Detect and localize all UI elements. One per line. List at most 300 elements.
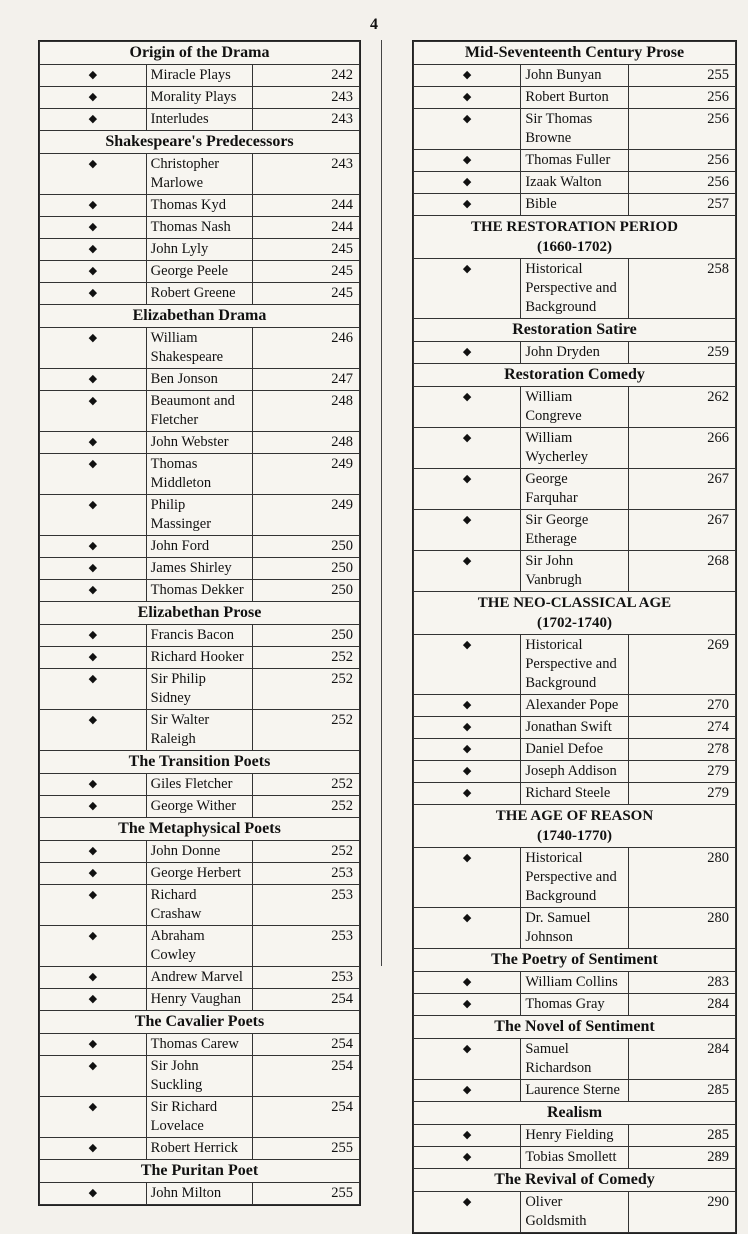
toc-entry-title bbox=[521, 717, 628, 739]
toc-entry-row bbox=[40, 647, 360, 669]
toc-entry-page-number: 278 bbox=[628, 739, 735, 761]
section-heading bbox=[414, 42, 736, 65]
diamond-bullet-icon: ◆ bbox=[414, 1039, 521, 1080]
toc-entry-row bbox=[40, 558, 360, 580]
diamond-bullet-icon: ◆ bbox=[414, 739, 521, 761]
toc-entry-row bbox=[414, 994, 736, 1016]
toc-entry-title bbox=[521, 469, 628, 510]
section-heading-text: The Puritan Poet bbox=[140, 1162, 259, 1179]
toc-entry-title bbox=[521, 387, 628, 428]
column-divider bbox=[381, 40, 382, 966]
toc-entry-title-text: George Herbert bbox=[150, 865, 241, 881]
diamond-bullet-icon: ◆ bbox=[414, 150, 521, 172]
section-heading-row bbox=[414, 364, 736, 387]
toc-entry-title-text: Sir Philip Sidney bbox=[150, 671, 206, 706]
diamond-bullet-icon: ◆ bbox=[414, 783, 521, 805]
toc-entry-page-number: 248 bbox=[253, 391, 360, 432]
toc-entry-page-number: 249 bbox=[253, 495, 360, 536]
diamond-bullet-icon: ◆ bbox=[40, 669, 147, 710]
section-heading-text: The Novel of Sentiment bbox=[494, 1018, 655, 1035]
toc-entry-page-number: 254 bbox=[253, 1034, 360, 1056]
toc-entry-page-number: 244 bbox=[253, 195, 360, 217]
toc-entry-page-number: 289 bbox=[628, 1147, 735, 1169]
diamond-bullet-icon: ◆ bbox=[414, 172, 521, 194]
diamond-bullet-icon: ◆ bbox=[40, 391, 147, 432]
toc-entry-page-number: 266 bbox=[628, 428, 735, 469]
diamond-bullet-icon: ◆ bbox=[414, 761, 521, 783]
toc-entry-page-number: 268 bbox=[628, 551, 735, 592]
toc-entry-title-text: Morality Plays bbox=[150, 89, 237, 105]
toc-entry-title bbox=[521, 172, 628, 194]
right-table-body bbox=[414, 42, 736, 1233]
toc-entry-title bbox=[521, 761, 628, 783]
section-heading-text: Origin of the Drama bbox=[129, 44, 270, 61]
section-heading bbox=[414, 1102, 736, 1125]
toc-entry-row bbox=[40, 328, 360, 369]
toc-entry-title bbox=[146, 195, 253, 217]
toc-entry-title bbox=[146, 863, 253, 885]
toc-entry-title-text-line2: Background bbox=[525, 675, 597, 691]
diamond-bullet-icon: ◆ bbox=[414, 87, 521, 109]
diamond-bullet-icon: ◆ bbox=[40, 885, 147, 926]
toc-entry-page-number: 270 bbox=[628, 695, 735, 717]
toc-entry-row bbox=[40, 432, 360, 454]
right-column-table bbox=[412, 40, 737, 1234]
toc-entry-title bbox=[521, 635, 628, 695]
toc-entry-page-number: 252 bbox=[253, 841, 360, 863]
toc-entry-title-text: John Milton bbox=[150, 1185, 222, 1201]
diamond-bullet-icon: ◆ bbox=[40, 1056, 147, 1097]
toc-entry-title-text: Sir George Etherage bbox=[525, 512, 589, 547]
toc-entry-row bbox=[40, 841, 360, 863]
toc-entry-row bbox=[414, 194, 736, 216]
page-number: 4 bbox=[370, 16, 378, 33]
diamond-bullet-icon: ◆ bbox=[40, 65, 147, 87]
toc-entry-title-text: James Shirley bbox=[150, 560, 232, 576]
toc-entry-row bbox=[40, 1034, 360, 1056]
toc-entry-row bbox=[40, 1056, 360, 1097]
section-heading bbox=[40, 602, 360, 625]
toc-entry-row bbox=[414, 1147, 736, 1169]
toc-entry-row bbox=[40, 580, 360, 602]
toc-entry-title bbox=[521, 1147, 628, 1169]
toc-entry-title-text: Sir Thomas Browne bbox=[525, 111, 593, 146]
section-heading-row bbox=[414, 1169, 736, 1192]
toc-entry-title bbox=[521, 848, 628, 908]
toc-entry-page-number: 280 bbox=[628, 848, 735, 908]
toc-entry-page-number: 256 bbox=[628, 87, 735, 109]
section-heading bbox=[40, 42, 360, 65]
toc-entry-page-number: 256 bbox=[628, 150, 735, 172]
diamond-bullet-icon: ◆ bbox=[414, 65, 521, 87]
diamond-bullet-icon: ◆ bbox=[414, 387, 521, 428]
diamond-bullet-icon: ◆ bbox=[414, 695, 521, 717]
toc-entry-title-text: William Collins bbox=[525, 974, 618, 990]
toc-entry-title-text: Richard Crashaw bbox=[150, 887, 202, 922]
toc-entry-title bbox=[146, 1138, 253, 1160]
toc-entry-row bbox=[414, 109, 736, 150]
toc-entry-page-number: 252 bbox=[253, 669, 360, 710]
toc-entry-title-text: William Wycherley bbox=[525, 430, 589, 465]
toc-entry-row bbox=[40, 454, 360, 495]
toc-entry-title bbox=[146, 1056, 253, 1097]
diamond-bullet-icon: ◆ bbox=[40, 625, 147, 647]
toc-entry-page-number: 244 bbox=[253, 217, 360, 239]
section-heading-row bbox=[414, 42, 736, 65]
toc-entry-row bbox=[40, 1097, 360, 1138]
toc-entry-page-number: 254 bbox=[253, 1056, 360, 1097]
toc-entry-page-number: 269 bbox=[628, 635, 735, 695]
section-heading-text: The Transition Poets bbox=[128, 753, 271, 770]
diamond-bullet-icon: ◆ bbox=[40, 796, 147, 818]
toc-entry-title-text: Ben Jonson bbox=[150, 371, 218, 387]
toc-entry-page-number: 250 bbox=[253, 536, 360, 558]
toc-entry-title bbox=[146, 261, 253, 283]
diamond-bullet-icon: ◆ bbox=[414, 717, 521, 739]
section-heading-dates: (1702-1740) bbox=[537, 615, 612, 631]
section-heading bbox=[414, 364, 736, 387]
toc-entry-page-number: 250 bbox=[253, 625, 360, 647]
diamond-bullet-icon: ◆ bbox=[40, 1138, 147, 1160]
toc-entry-title bbox=[146, 558, 253, 580]
toc-entry-title bbox=[521, 342, 628, 364]
diamond-bullet-icon: ◆ bbox=[414, 994, 521, 1016]
diamond-bullet-icon: ◆ bbox=[40, 647, 147, 669]
toc-entry-title bbox=[146, 391, 253, 432]
section-heading-row bbox=[414, 1016, 736, 1039]
toc-entry-title bbox=[521, 150, 628, 172]
toc-entry-title-text: Thomas Dekker bbox=[150, 582, 244, 598]
toc-entry-page-number: 279 bbox=[628, 761, 735, 783]
toc-entry-title bbox=[146, 495, 253, 536]
toc-entry-page-number: 252 bbox=[253, 647, 360, 669]
toc-entry-row bbox=[40, 195, 360, 217]
toc-entry-title-text: Thomas Carew bbox=[150, 1036, 239, 1052]
toc-entry-row bbox=[40, 926, 360, 967]
section-heading-dates: (1740-1770) bbox=[537, 828, 612, 844]
toc-entry-title bbox=[146, 580, 253, 602]
section-heading-row bbox=[414, 216, 736, 259]
toc-entry-title-text: John Webster bbox=[150, 434, 229, 450]
toc-entry-title bbox=[521, 87, 628, 109]
toc-entry-page-number: 254 bbox=[253, 989, 360, 1011]
toc-entry-title-text: Philip Massinger bbox=[150, 497, 212, 532]
diamond-bullet-icon: ◆ bbox=[414, 510, 521, 551]
diamond-bullet-icon: ◆ bbox=[40, 495, 147, 536]
toc-entry-title bbox=[521, 1039, 628, 1080]
section-heading bbox=[40, 131, 360, 154]
diamond-bullet-icon: ◆ bbox=[40, 454, 147, 495]
section-heading-text: THE RESTORATION PERIOD bbox=[471, 219, 678, 235]
section-heading-text: The Poetry of Sentiment bbox=[491, 951, 658, 968]
toc-entry-title-text: Historical Perspective and bbox=[525, 261, 617, 296]
toc-entry-title bbox=[521, 65, 628, 87]
left-column-table bbox=[38, 40, 361, 1206]
toc-entry-title bbox=[521, 1080, 628, 1102]
toc-entry-title bbox=[521, 109, 628, 150]
toc-entry-title bbox=[521, 908, 628, 949]
toc-entry-row bbox=[414, 259, 736, 319]
toc-entry-title bbox=[146, 774, 253, 796]
diamond-bullet-icon: ◆ bbox=[40, 109, 147, 131]
toc-entry-row bbox=[414, 1192, 736, 1233]
toc-entry-row bbox=[40, 217, 360, 239]
section-heading bbox=[40, 751, 360, 774]
diamond-bullet-icon: ◆ bbox=[40, 863, 147, 885]
diamond-bullet-icon: ◆ bbox=[414, 551, 521, 592]
toc-entry-page-number: 262 bbox=[628, 387, 735, 428]
toc-entry-title bbox=[521, 783, 628, 805]
toc-entry-page-number: 242 bbox=[253, 65, 360, 87]
toc-entry-page-number: 253 bbox=[253, 967, 360, 989]
toc-entry-title-text: Samuel Richardson bbox=[525, 1041, 592, 1076]
toc-entry-page-number: 290 bbox=[628, 1192, 735, 1233]
toc-entry-row bbox=[40, 495, 360, 536]
section-heading bbox=[414, 1016, 736, 1039]
toc-entry-title-text: John Bunyan bbox=[525, 67, 602, 83]
diamond-bullet-icon: ◆ bbox=[414, 635, 521, 695]
toc-entry-page-number: 285 bbox=[628, 1080, 735, 1102]
diamond-bullet-icon: ◆ bbox=[40, 926, 147, 967]
toc-entry-row bbox=[40, 283, 360, 305]
toc-entry-page-number: 243 bbox=[253, 87, 360, 109]
toc-entry-row bbox=[414, 342, 736, 364]
toc-entry-title-text: Giles Fletcher bbox=[150, 776, 233, 792]
toc-entry-title-text: George Wither bbox=[150, 798, 237, 814]
toc-entry-row bbox=[414, 65, 736, 87]
toc-entry-page-number: 254 bbox=[253, 1097, 360, 1138]
diamond-bullet-icon: ◆ bbox=[414, 1192, 521, 1233]
toc-entry-title bbox=[521, 1192, 628, 1233]
diamond-bullet-icon: ◆ bbox=[414, 469, 521, 510]
toc-entry-row bbox=[414, 972, 736, 994]
diamond-bullet-icon: ◆ bbox=[40, 1183, 147, 1205]
toc-entry-title-text: Interludes bbox=[150, 111, 209, 127]
toc-entry-page-number: 252 bbox=[253, 774, 360, 796]
section-heading-text: Elizabethan Prose bbox=[137, 604, 262, 621]
toc-entry-page-number: 250 bbox=[253, 558, 360, 580]
section-heading-text: The Cavalier Poets bbox=[134, 1013, 265, 1030]
toc-entry-row bbox=[414, 695, 736, 717]
toc-entry-title-text: Robert Greene bbox=[150, 285, 236, 301]
toc-entry-title bbox=[146, 239, 253, 261]
diamond-bullet-icon: ◆ bbox=[40, 580, 147, 602]
toc-entry-row bbox=[40, 1138, 360, 1160]
toc-entry-title bbox=[521, 428, 628, 469]
diamond-bullet-icon: ◆ bbox=[414, 109, 521, 150]
section-heading-row bbox=[414, 949, 736, 972]
toc-entry-page-number: 243 bbox=[253, 154, 360, 195]
toc-entry-title bbox=[146, 885, 253, 926]
section-heading-row bbox=[40, 602, 360, 625]
diamond-bullet-icon: ◆ bbox=[414, 908, 521, 949]
toc-entry-title bbox=[146, 841, 253, 863]
toc-entry-page-number: 284 bbox=[628, 1039, 735, 1080]
toc-entry-title-text: John Ford bbox=[150, 538, 210, 554]
toc-entry-title-text: Miracle Plays bbox=[150, 67, 231, 83]
toc-entry-title-text: Tobias Smollett bbox=[525, 1149, 617, 1165]
toc-entry-row bbox=[414, 1039, 736, 1080]
toc-entry-title-text: Oliver Goldsmith bbox=[525, 1194, 587, 1229]
diamond-bullet-icon: ◆ bbox=[40, 967, 147, 989]
toc-entry-title bbox=[521, 194, 628, 216]
toc-entry-row bbox=[414, 739, 736, 761]
toc-entry-title bbox=[521, 994, 628, 1016]
toc-entry-page-number: 243 bbox=[253, 109, 360, 131]
toc-entry-title-text: William Congreve bbox=[525, 389, 582, 424]
toc-entry-title bbox=[146, 217, 253, 239]
diamond-bullet-icon: ◆ bbox=[40, 328, 147, 369]
toc-entry-row bbox=[40, 391, 360, 432]
toc-entry-title bbox=[521, 510, 628, 551]
toc-entry-title bbox=[146, 647, 253, 669]
section-heading-text: Elizabethan Drama bbox=[132, 307, 267, 324]
diamond-bullet-icon: ◆ bbox=[40, 87, 147, 109]
toc-entry-title bbox=[146, 87, 253, 109]
toc-entry-row bbox=[414, 510, 736, 551]
toc-entry-title bbox=[146, 796, 253, 818]
toc-entry-row bbox=[414, 761, 736, 783]
diamond-bullet-icon: ◆ bbox=[414, 972, 521, 994]
toc-entry-title bbox=[146, 283, 253, 305]
toc-entry-page-number: 274 bbox=[628, 717, 735, 739]
toc-entry-row bbox=[40, 87, 360, 109]
toc-entry-page-number: 267 bbox=[628, 510, 735, 551]
section-heading bbox=[414, 1169, 736, 1192]
toc-entry-title-text: Alexander Pope bbox=[525, 697, 619, 713]
diamond-bullet-icon: ◆ bbox=[40, 217, 147, 239]
toc-entry-page-number: 245 bbox=[253, 283, 360, 305]
section-heading bbox=[414, 216, 736, 259]
section-heading-text: THE NEO-CLASSICAL AGE bbox=[477, 595, 672, 611]
section-heading bbox=[414, 592, 736, 635]
toc-entry-title-text: Sir Richard Lovelace bbox=[150, 1099, 218, 1134]
toc-entry-title-text: Historical Perspective and bbox=[525, 637, 617, 672]
toc-entry-page-number: 246 bbox=[253, 328, 360, 369]
toc-entry-title-text: Historical Perspective and bbox=[525, 850, 617, 885]
toc-entry-row bbox=[414, 469, 736, 510]
toc-entry-title-text: Andrew Marvel bbox=[150, 969, 243, 985]
toc-entry-title-text: Christopher Marlowe bbox=[150, 156, 220, 191]
toc-entry-title-text: Sir Walter Raleigh bbox=[150, 712, 210, 747]
toc-entry-title-text: Thomas Nash bbox=[150, 219, 231, 235]
diamond-bullet-icon: ◆ bbox=[414, 194, 521, 216]
toc-entry-page-number: 249 bbox=[253, 454, 360, 495]
toc-entry-title-text: Beaumont and Fletcher bbox=[150, 393, 235, 428]
toc-entry-title bbox=[146, 65, 253, 87]
diamond-bullet-icon: ◆ bbox=[40, 710, 147, 751]
toc-entry-title bbox=[146, 536, 253, 558]
section-heading-text: The Revival of Comedy bbox=[494, 1171, 655, 1188]
toc-entry-title-text: Robert Burton bbox=[525, 89, 609, 105]
toc-entry-row bbox=[414, 848, 736, 908]
toc-entry-row bbox=[414, 717, 736, 739]
toc-entry-row bbox=[40, 536, 360, 558]
toc-entry-row bbox=[40, 154, 360, 195]
toc-entry-row bbox=[40, 863, 360, 885]
toc-entry-title bbox=[146, 625, 253, 647]
toc-entry-title-text: George Farquhar bbox=[525, 471, 578, 506]
toc-entry-row bbox=[40, 65, 360, 87]
section-heading bbox=[414, 319, 736, 342]
toc-entry-page-number: 284 bbox=[628, 994, 735, 1016]
diamond-bullet-icon: ◆ bbox=[414, 848, 521, 908]
diamond-bullet-icon: ◆ bbox=[40, 1097, 147, 1138]
toc-entry-title-text: Abraham Cowley bbox=[150, 928, 205, 963]
toc-entry-row bbox=[414, 551, 736, 592]
toc-entry-row bbox=[414, 172, 736, 194]
toc-entry-page-number: 259 bbox=[628, 342, 735, 364]
section-heading bbox=[414, 805, 736, 848]
toc-entry-title bbox=[521, 739, 628, 761]
toc-entry-title-text: Izaak Walton bbox=[525, 174, 602, 190]
toc-entry-page-number: 247 bbox=[253, 369, 360, 391]
toc-entry-title bbox=[146, 369, 253, 391]
toc-entry-title-text: John Donne bbox=[150, 843, 221, 859]
toc-entry-title-text: Jonathan Swift bbox=[525, 719, 612, 735]
toc-entry-title-text: Thomas Kyd bbox=[150, 197, 226, 213]
diamond-bullet-icon: ◆ bbox=[40, 1034, 147, 1056]
diamond-bullet-icon: ◆ bbox=[40, 154, 147, 195]
toc-entry-title bbox=[146, 154, 253, 195]
toc-entry-title-text: Richard Hooker bbox=[150, 649, 244, 665]
section-heading-row bbox=[40, 818, 360, 841]
toc-entry-page-number: 248 bbox=[253, 432, 360, 454]
section-heading-row bbox=[40, 1011, 360, 1034]
toc-entry-page-number: 250 bbox=[253, 580, 360, 602]
toc-entry-page-number: 255 bbox=[628, 65, 735, 87]
toc-entry-title-text: Francis Bacon bbox=[150, 627, 235, 643]
diamond-bullet-icon: ◆ bbox=[414, 1147, 521, 1169]
toc-entry-page-number: 285 bbox=[628, 1125, 735, 1147]
toc-entry-title bbox=[146, 432, 253, 454]
left-table-body bbox=[40, 42, 360, 1205]
toc-entry-title bbox=[146, 967, 253, 989]
diamond-bullet-icon: ◆ bbox=[40, 369, 147, 391]
toc-entry-title-text: Thomas Middleton bbox=[150, 456, 212, 491]
toc-entry-title bbox=[146, 1183, 253, 1205]
toc-entry-row bbox=[414, 635, 736, 695]
toc-entry-title-text: Robert Herrick bbox=[150, 1140, 239, 1156]
toc-entry-title bbox=[521, 695, 628, 717]
toc-entry-title-text: Thomas Gray bbox=[525, 996, 605, 1012]
section-heading-row bbox=[40, 42, 360, 65]
toc-entry-row bbox=[40, 989, 360, 1011]
section-heading-text: Restoration Comedy bbox=[504, 366, 645, 383]
toc-entry-row bbox=[40, 261, 360, 283]
toc-entry-page-number: 253 bbox=[253, 863, 360, 885]
diamond-bullet-icon: ◆ bbox=[414, 1080, 521, 1102]
toc-entry-title-text: Henry Vaughan bbox=[150, 991, 241, 1007]
toc-entry-title-text: William Shakespeare bbox=[150, 330, 224, 365]
toc-entry-page-number: 255 bbox=[253, 1183, 360, 1205]
diamond-bullet-icon: ◆ bbox=[40, 558, 147, 580]
toc-entry-title-text: Laurence Sterne bbox=[525, 1082, 620, 1098]
diamond-bullet-icon: ◆ bbox=[40, 841, 147, 863]
toc-entry-row bbox=[40, 774, 360, 796]
section-heading bbox=[414, 949, 736, 972]
section-heading-row bbox=[414, 805, 736, 848]
toc-entry-row bbox=[40, 967, 360, 989]
section-heading bbox=[40, 305, 360, 328]
toc-entry-title-text: Daniel Defoe bbox=[525, 741, 604, 757]
section-heading-row bbox=[414, 592, 736, 635]
section-heading-row bbox=[414, 1102, 736, 1125]
section-heading-row bbox=[40, 305, 360, 328]
diamond-bullet-icon: ◆ bbox=[40, 261, 147, 283]
diamond-bullet-icon: ◆ bbox=[40, 536, 147, 558]
toc-entry-row bbox=[414, 428, 736, 469]
